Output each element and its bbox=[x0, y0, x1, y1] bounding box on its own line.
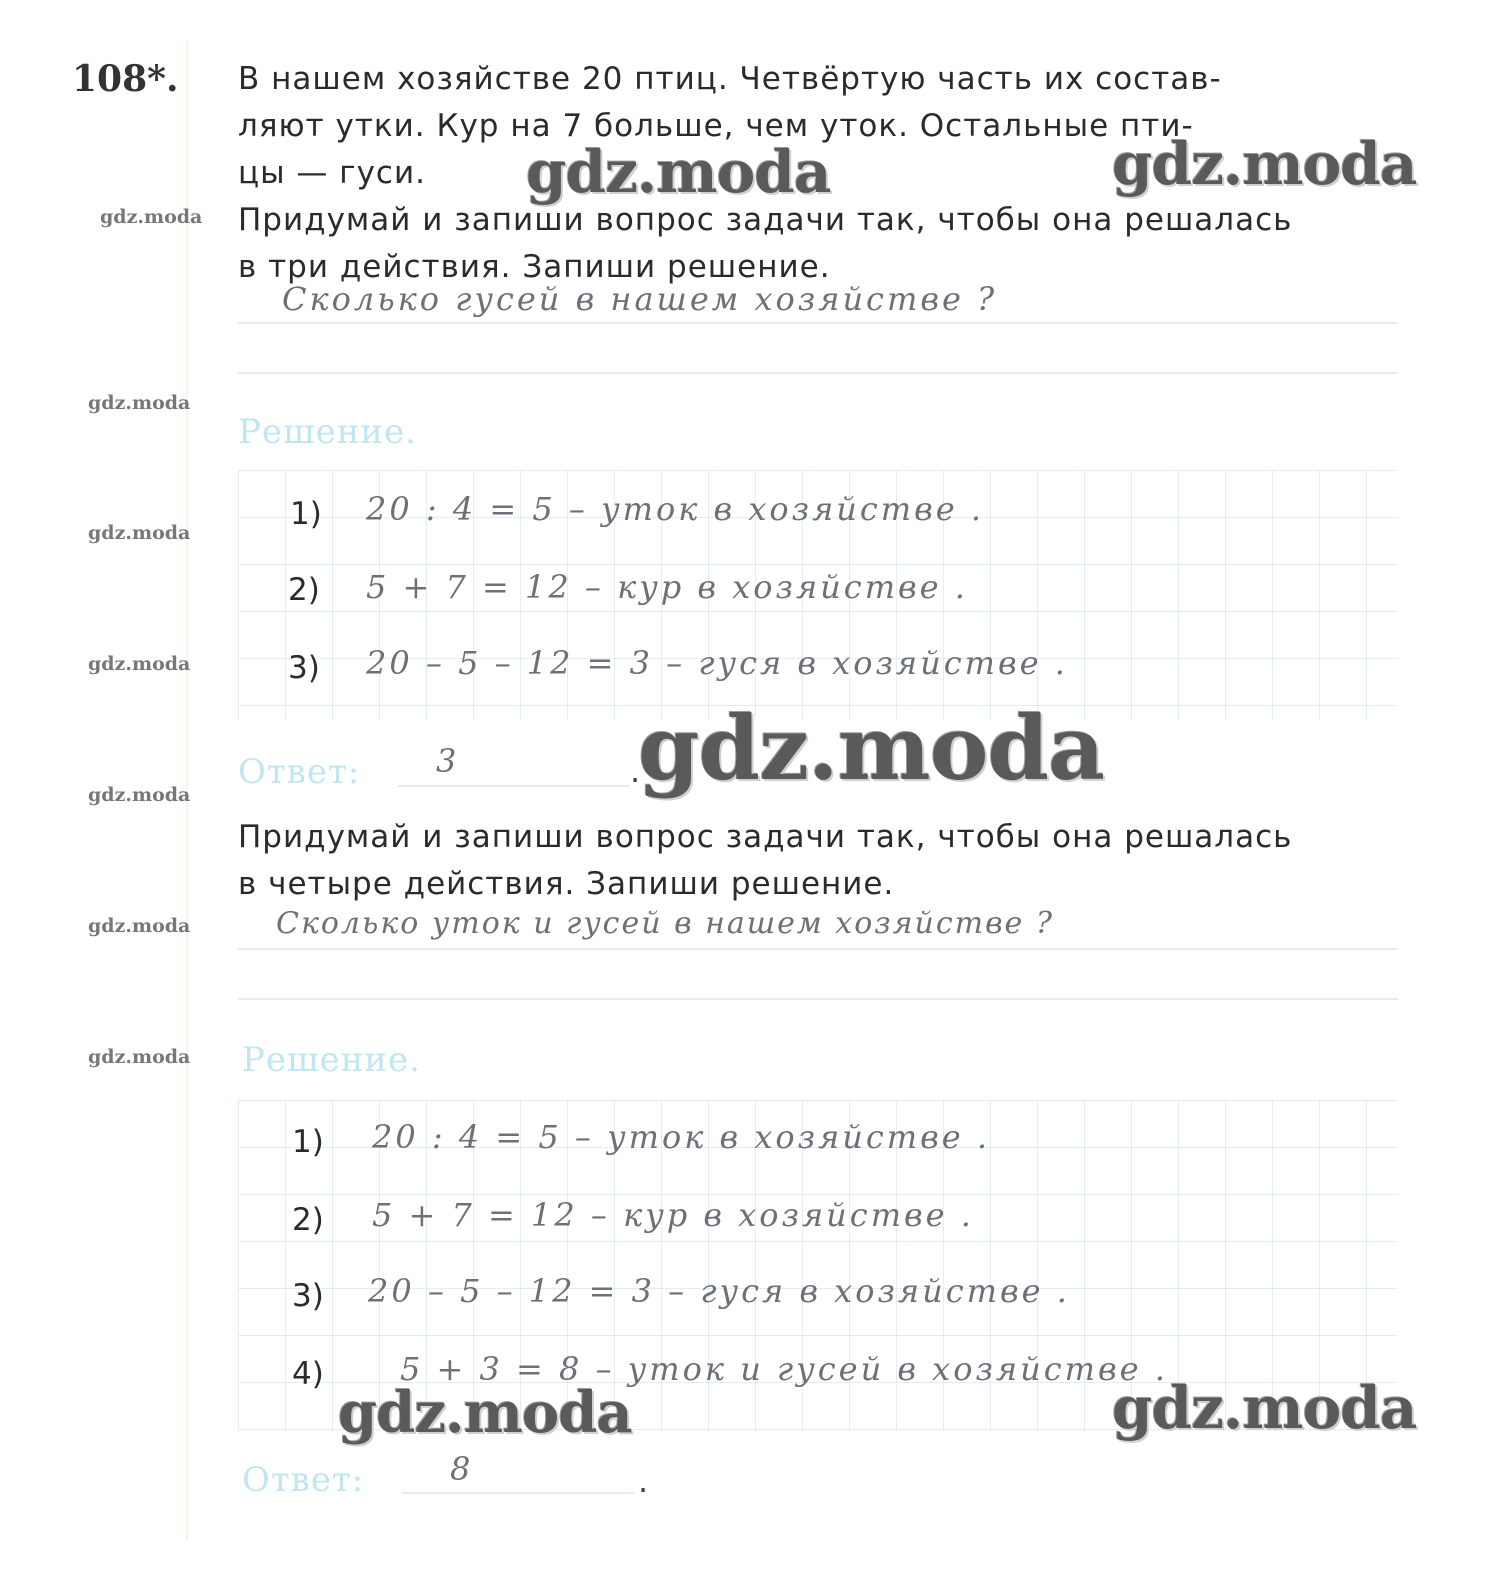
part2-step-2: 5 + 7 = 12 – кур в хозяйстве . bbox=[372, 1196, 974, 1234]
watermark: gdz.moda bbox=[88, 653, 191, 675]
part2-step-2-num: 2) bbox=[292, 1202, 324, 1238]
answer-line bbox=[402, 1492, 634, 1494]
ruled-line bbox=[238, 372, 1398, 374]
ruled-line bbox=[238, 322, 1398, 324]
problem-line-3: цы — гуси. bbox=[238, 155, 426, 191]
task-number: 108*. bbox=[72, 58, 179, 100]
part2-instruction-line-2: в четыре действия. Запиши решение. bbox=[238, 866, 895, 902]
part1-step-3-num: 3) bbox=[288, 650, 320, 686]
part2-solution-label: Решение. bbox=[242, 1040, 421, 1080]
part2-answer-dot: . bbox=[638, 1462, 649, 1500]
part2-step-1: 20 : 4 = 5 – уток в хозяйстве . bbox=[372, 1118, 991, 1156]
part2-step-3: 20 – 5 – 12 = 3 – гуся в хозяйстве . bbox=[368, 1272, 1070, 1310]
watermark: gdz.moda bbox=[338, 1380, 632, 1446]
watermark: gdz.moda bbox=[88, 784, 191, 806]
part1-answer-value: 3 bbox=[436, 742, 460, 780]
part2-step-3-num: 3) bbox=[292, 1278, 324, 1314]
watermark: gdz.moda bbox=[88, 915, 191, 937]
part2-step-1-num: 1) bbox=[292, 1124, 324, 1160]
part1-answer-dot: . bbox=[630, 752, 641, 790]
part1-step-1-num: 1) bbox=[290, 496, 322, 532]
problem-line-1: В нашем хозяйстве 20 птиц. Четвёртую часть их состав- bbox=[238, 61, 1222, 97]
part2-instruction-line-1: Придумай и запиши вопрос задачи так, чтобы она решалась bbox=[238, 819, 1293, 855]
part2-question: Сколько уток и гусей в нашем хозяйстве ? bbox=[276, 906, 1054, 941]
ruled-line bbox=[238, 998, 1398, 1000]
watermark: gdz.moda bbox=[638, 696, 1105, 800]
part1-step-2-num: 2) bbox=[288, 572, 320, 608]
answer-line bbox=[398, 785, 630, 787]
watermark: gdz.moda bbox=[88, 1046, 191, 1068]
part1-step-2: 5 + 7 = 12 – кур в хозяйстве . bbox=[366, 568, 968, 606]
part1-answer-label: Ответ: bbox=[238, 752, 361, 792]
part1-question: Сколько гусей в нашем хозяйстве ? bbox=[282, 280, 998, 318]
part1-step-1: 20 : 4 = 5 – уток в хозяйстве . bbox=[366, 490, 985, 528]
part1-instruction-line-2: в три действия. Запиши решение. bbox=[238, 249, 831, 285]
part1-instruction-line-1: Придумай и запиши вопрос задачи так, чтобы она решалась bbox=[238, 202, 1293, 238]
watermark: gdz.moda bbox=[100, 206, 203, 228]
part2-answer-value: 8 bbox=[450, 1450, 474, 1488]
watermark: gdz.moda bbox=[1112, 130, 1417, 198]
watermark: gdz.moda bbox=[88, 392, 191, 414]
watermark: gdz.moda bbox=[88, 522, 191, 544]
part1-solution-label: Решение. bbox=[238, 412, 417, 452]
ruled-line bbox=[238, 948, 1398, 950]
part2-answer-label: Ответ: bbox=[242, 1460, 365, 1500]
part2-step-4: 5 + 3 = 8 – уток и гусей в хозяйстве . bbox=[400, 1350, 1168, 1388]
problem-line-2: ляют утки. Кур на 7 больше, чем уток. Остальные пти- bbox=[238, 108, 1194, 144]
part1-step-3: 20 – 5 – 12 = 3 – гуся в хозяйстве . bbox=[366, 644, 1068, 682]
watermark: gdz.moda bbox=[526, 138, 831, 206]
watermark: gdz.moda bbox=[1112, 1374, 1417, 1442]
part2-instruction bbox=[238, 814, 1398, 908]
part2-step-4-num: 4) bbox=[292, 1356, 324, 1392]
